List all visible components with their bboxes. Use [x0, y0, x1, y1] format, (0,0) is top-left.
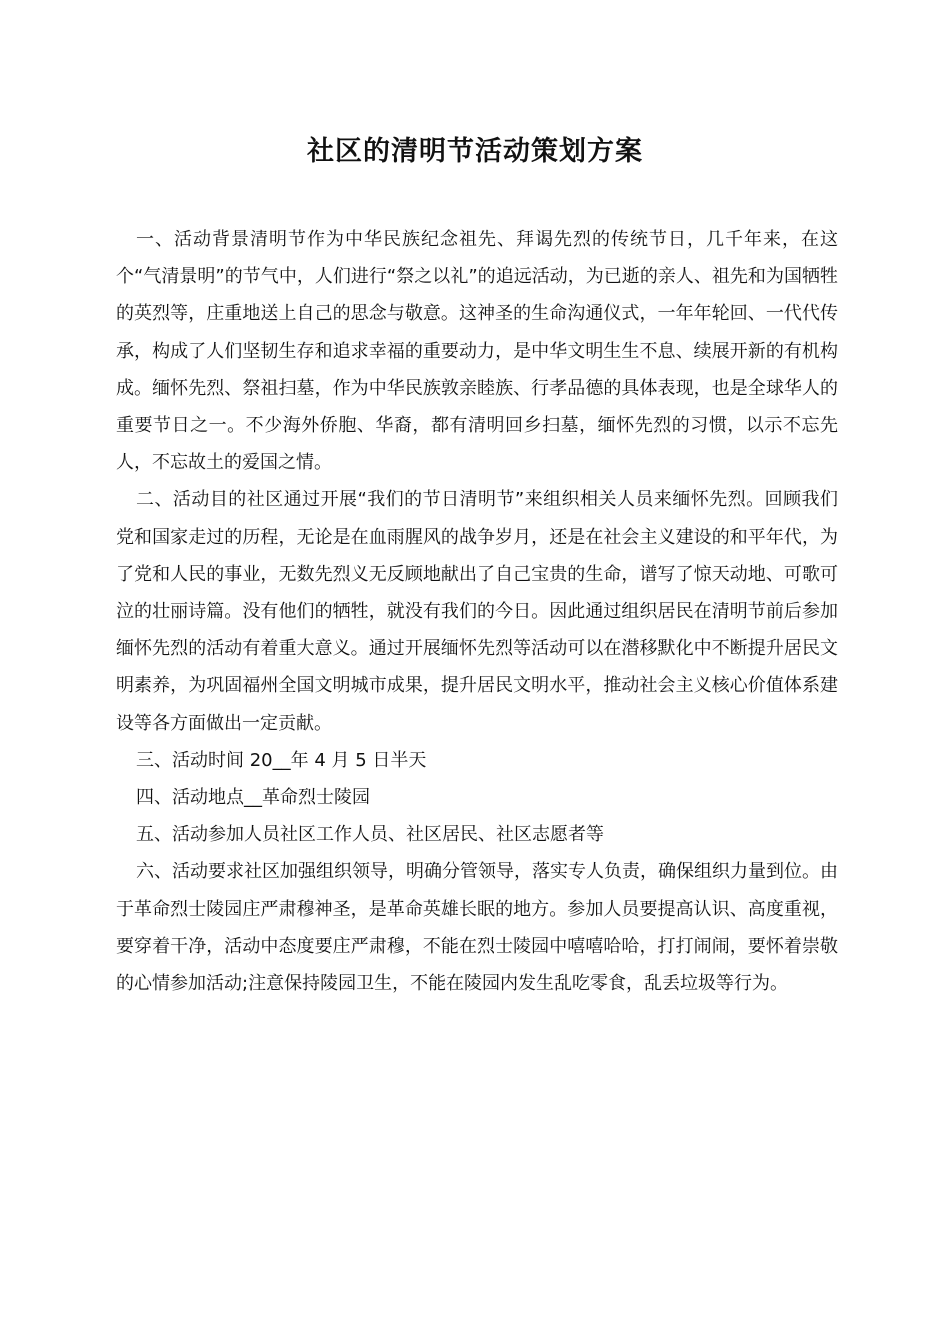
- paragraph-background: 一、活动背景清明节作为中华民族纪念祖先、拜谒先烈的传统节日，几千年来，在这个“气清景明”的节气中，人们进行“祭之以礼”的追远活动，为已逝的亲人、祖先和为国牺牲的英烈等，庄重地送上自己的思念与敬意。这神圣的生命沟通仪式，一年年轮回、一代代传承，构成了人们坚韧生存和追求幸福的重要动力，是中华文明生生不息、续展开新的有机构成。缅怀先烈、祭祖扫墓，作为中华民族敦亲睦族、行孝品德的具体表现，也是全球华人的重要节日之一。不少海外侨胞、华裔，都有清明回乡扫墓，缅怀先烈的习惯，以示不忘先人，不忘故土的爱国之情。: [116, 229, 838, 474]
- paragraph-time: 三、活动时间 20__年 4 月 5 日半天: [136, 749, 427, 771]
- document-body: [116, 221, 838, 1002]
- document-title: 社区的清明节活动策划方案: [307, 136, 643, 167]
- paragraph-participants: 五、活动参加人员社区工作人员、社区居民、社区志愿者等: [136, 824, 604, 846]
- paragraph-purpose: 二、活动目的社区通过开展“我们的节日清明节”来组织相关人员来缅怀先烈。回顾我们党和国家走过的历程，无论是在血雨腥风的战争岁月，还是在社会主义建设的和平年代，为了党和人民的事业，无数先烈义无反顾地献出了自己宝贵的生命，谱写了惊天动地、可歌可泣的壮丽诗篇。没有他们的牺牲，就没有我们的今日。因此通过组织居民在清明节前后参加缅怀先烈的活动有着重大意义。通过开展缅怀先烈等活动可以在潜移默化中不断提升居民文明素养，为巩固福州全国文明城市成果，提升居民文明水平，推动社会主义核心价值体系建设等各方面做出一定贡献。: [116, 489, 838, 734]
- paragraph-requirements: 六、活动要求社区加强组织领导，明确分管领导，落实专人负责，确保组织力量到位。由于革命烈士陵园庄严肃穆神圣，是革命英雄长眠的地方。参加人员要提高认识、高度重视，要穿着干净，活动中态度要庄严肃穆，不能在烈士陵园中嘻嘻哈哈，打打闹闹，要怀着崇敬的心情参加活动;注意保持陵园卫生，不能在陵园内发生乱吃零食，乱丢垃圾等行为。: [116, 861, 838, 995]
- paragraph-location: 四、活动地点__革命烈士陵园: [136, 787, 370, 809]
